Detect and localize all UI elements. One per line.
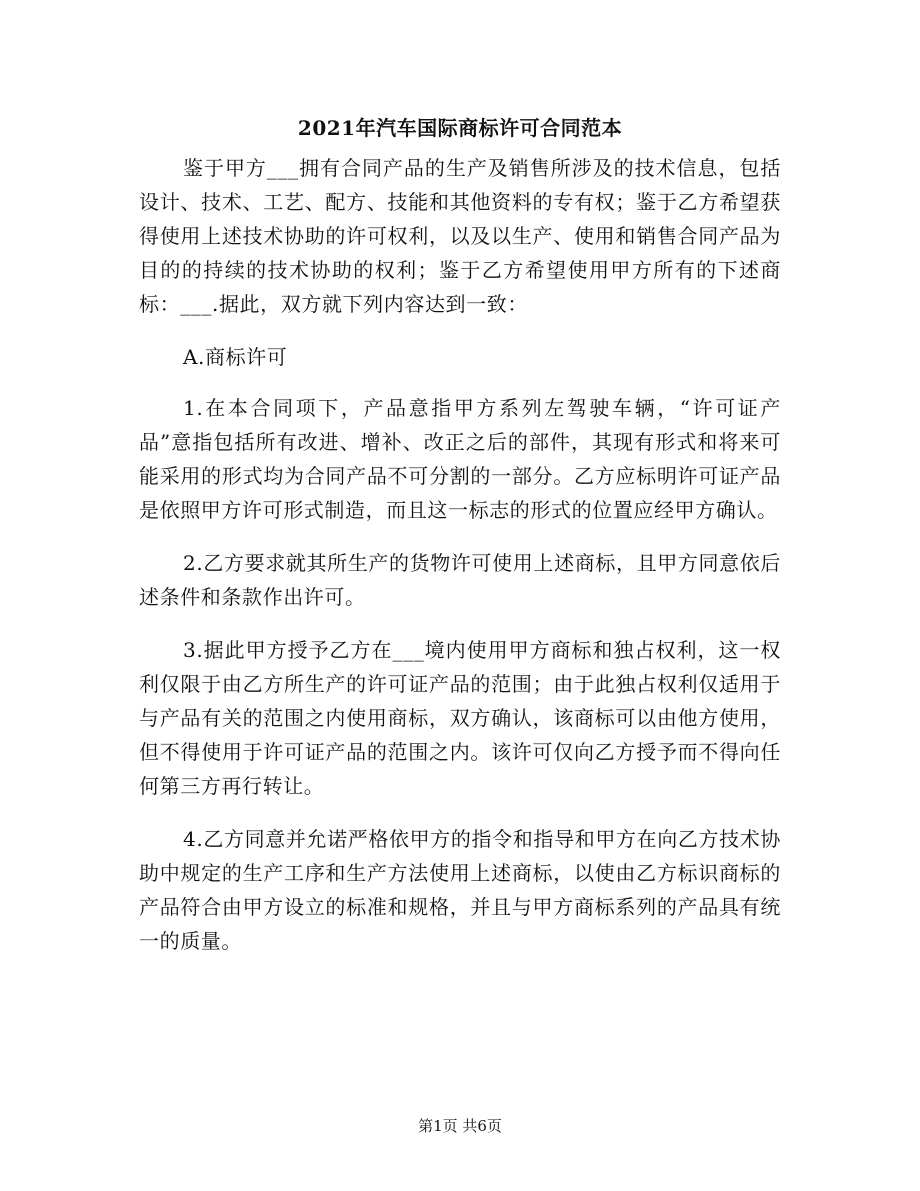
paragraph-clause-2: 2.乙方要求就其所生产的货物许可使用上述商标，且甲方同意依后述条件和条款作出许可。	[139, 551, 781, 609]
paragraph-clause-1: 1.在本合同项下，产品意指甲方系列左驾驶车辆，“许可证产品”意指包括所有改进、增补、改正之后的部件，其现有形式和将来可能采用的形式均为合同产品不可分割的一部分。乙方应标明许可证产品是依照甲方许可形式制造，而且这一标志的形式的位置应经甲方确认。	[139, 396, 781, 522]
document-title: 2021年汽车国际商标许可合同范本	[297, 116, 623, 140]
paragraph-clause-4: 4.乙方同意并允诺严格依甲方的指令和指导和甲方在向乙方技术协助中规定的生产工序和生产方法使用上述商标，以使由乙方标识商标的产品符合由甲方设立的标准和规格，并且与甲方商标系列的产品具有统一的质量。	[139, 827, 781, 953]
page-number-footer: 第1页 共6页	[418, 1117, 502, 1135]
section-heading-trademark-license: A.商标许可	[183, 345, 288, 369]
document-body	[139, 151, 781, 977]
paragraph-clause-3: 3.据此甲方授予乙方在___境内使用甲方商标和独占权利，这一权利仅限于由乙方所生产的许可证产品的范围；由于此独占权利仅适用于与产品有关的范围之内使用商标，双方确认，该商标可以由他方使用，但不得使用于许可证产品的范围之内。该许可仅向乙方授予而不得向任何第三方再行转让。	[139, 638, 781, 798]
paragraph-preamble: 鉴于甲方___拥有合同产品的生产及销售所涉及的技术信息，包括设计、技术、工艺、配方、技能和其他资料的专有权；鉴于乙方希望获得使用上述技术协助的许可权利，以及以生产、使用和销售合同产品为目的的持续的技术协助的权利；鉴于乙方希望使用甲方所有的下述商标：___.据此，双方就下列内容达到一致：	[139, 156, 781, 316]
